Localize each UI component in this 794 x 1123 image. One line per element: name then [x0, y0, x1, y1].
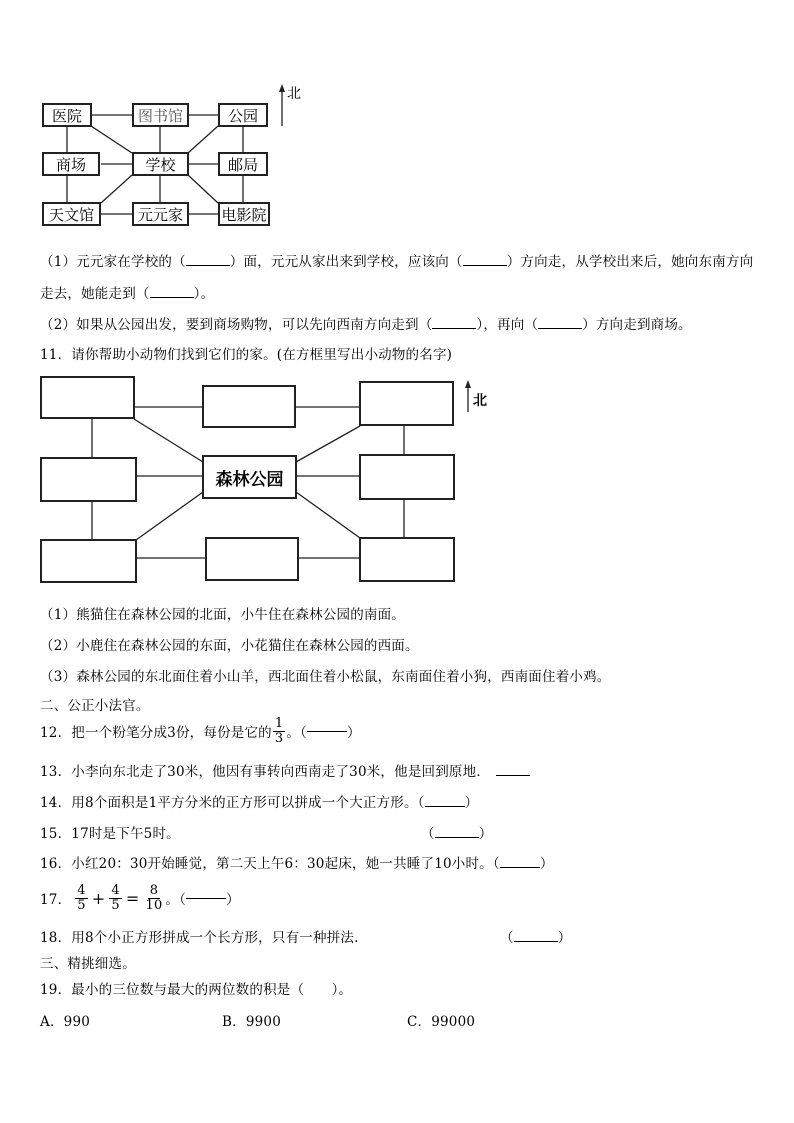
q19-stem: 19．最小的三位数与最大的两位数的积是（ ）。	[40, 982, 353, 998]
map-place-post-office: 邮局	[218, 152, 268, 176]
q16: 16．小红20：30开始睡觉，第二天上午6：30起床，她一共睡了10小时。（ ）	[40, 856, 554, 872]
q19-option-c[interactable]: C．99000	[407, 1014, 476, 1030]
answer-box-southeast[interactable]	[359, 537, 455, 582]
map-place-hospital: 医院	[42, 103, 92, 127]
map2-north-label: 北	[473, 393, 487, 409]
q12: 12．把一个粉笔分成3份，每份是它的 $\frac{1}{3}$ 。（ ）	[40, 715, 361, 746]
map-place-library: 图书馆	[132, 103, 189, 127]
map-place-park: 公园	[218, 103, 268, 127]
q10-part2: （2）如果从公园出发，要到商场购物，可以先向西南方向走到（ ），再向（ ）方向走到商场。	[40, 317, 692, 333]
q18: 18．用8个小正方形拼成一个长方形，只有一种拼法. （ ）	[40, 930, 572, 946]
section-3-heading: 三、精挑细选。	[40, 956, 136, 972]
q10-part1: （1）元元家在学校的（ ）面，元元从家出来到学校，应该向（ ）方向走，从学校出来后，她向东南方向	[40, 254, 754, 270]
answer-box-northwest[interactable]	[40, 376, 135, 419]
answer-box-southwest[interactable]	[40, 539, 137, 583]
map-place-planetarium: 天文馆	[42, 202, 101, 226]
answer-box-northeast[interactable]	[359, 381, 454, 426]
q12-fraction: $\frac{1}{3}$	[274, 715, 284, 746]
q15: 15．17时是下午5时。 （ ）	[40, 826, 493, 842]
q17: 17． $\frac{4}{5}$ + $\frac{4}{5}$ = $\frac{8}{10}$ 。（ ）	[40, 882, 240, 913]
q11-statement-1: （1）熊猫住在森林公园的北面，小牛住在森林公园的南面。	[40, 607, 405, 623]
q19-option-a[interactable]: A．990	[40, 1014, 91, 1030]
forest-park-center: 森林公园	[202, 455, 297, 499]
map-place-yuanyuan-home: 元元家	[132, 202, 189, 226]
q19-option-b[interactable]: B．9900	[222, 1014, 281, 1030]
q11-statement-2: （2）小鹿住在森林公园的东面，小花猫住在森林公园的西面。	[40, 638, 419, 654]
answer-box-south[interactable]	[205, 537, 299, 581]
q10-part1-cont: 走去，她能走到（ ）。	[40, 286, 215, 302]
answer-box-north[interactable]	[202, 385, 296, 428]
map-place-cinema: 电影院	[218, 202, 270, 226]
map-place-mall: 商场	[42, 152, 100, 176]
q14: 14．用8个面积是1平方分米的正方形可以拼成一个大正方形。（ ）	[40, 795, 479, 811]
map-place-school: 学校	[132, 152, 189, 176]
q11-title: 11．请你帮助小动物们找到它们的家。(在方框里写出小动物的名字)	[40, 347, 453, 363]
section-2-heading: 二、公正小法官。	[40, 698, 150, 714]
answer-box-east[interactable]	[359, 454, 455, 500]
answer-box-west[interactable]	[40, 457, 137, 502]
q13: 13．小李向东北走了30米，他因有事转向西南走了30米，他是回到原地．	[40, 760, 530, 780]
map1-north-label: 北	[287, 86, 301, 102]
q11-statement-3: （3）森林公园的东北面住着小山羊，西北面住着小松鼠，东南面住着小狗，西南面住着小鸡。	[40, 669, 611, 685]
